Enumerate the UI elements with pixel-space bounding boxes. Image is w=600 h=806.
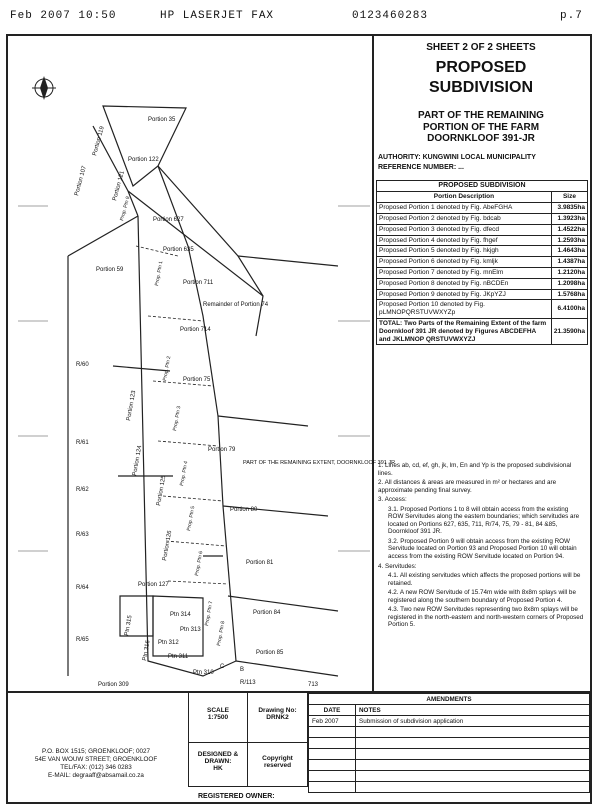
label-portion-126: Portion 126 xyxy=(162,530,174,562)
reference-number: REFERENCE NUMBER: ... xyxy=(378,164,464,171)
portion-description: Proposed Portion 6 denoted by Fig. kmljk xyxy=(377,257,552,268)
table-row xyxy=(377,300,588,319)
amend-date: Feb 2007 xyxy=(309,716,356,727)
label-prop-ptn-4: Prop. Ptn 4 xyxy=(179,460,190,487)
fax-number: 0123460283 xyxy=(352,10,429,22)
label-prop-ptn-5: Prop. Ptn 5 xyxy=(186,505,197,532)
label-portion-84: Portion 84 xyxy=(253,610,281,616)
label-portion-80: Portion 80 xyxy=(230,507,258,513)
amendments-table xyxy=(308,693,590,793)
note-item: 4.3. Two new ROW Servitudes representing two 8x8m splays will be registered in the north-eastern and north-western corners of Proposed Portion 5. xyxy=(388,606,584,629)
note-item: 3.1. Proposed Portions 1 to 8 will obtain access from the existing ROW Servitudes along the eastern boundaries; which servitudes are located on Portions 627, 635, 711, R/74, 75, 79 - 81, 84 &85, Doornkloof 391 JR. xyxy=(388,505,580,536)
label-ptn-313: Ptn 313 xyxy=(180,627,201,633)
scale-value: 1:7500 xyxy=(207,714,229,721)
notes-list xyxy=(378,462,584,631)
portion-size: 1.2098ha xyxy=(551,278,587,289)
drawing-sheet xyxy=(6,34,592,804)
table-row xyxy=(377,224,588,235)
subdivision-table xyxy=(376,180,588,345)
note-item: 4.1. All existing servitudes which affects the proposed portions will be retained. xyxy=(388,572,581,587)
label-portion-79: Portion 79 xyxy=(208,447,236,453)
fax-page: p.7 xyxy=(560,10,583,22)
designed-by: HK xyxy=(213,765,223,772)
part-of-line-2: PORTION OF THE FARM xyxy=(422,121,540,133)
portion-description: Proposed Portion 1 denoted by Fig. AbeFGHA xyxy=(377,203,552,214)
label-portion-627: Portion 627 xyxy=(153,217,184,223)
designed-cell xyxy=(188,743,248,787)
note-item: 4.2. A new ROW Servitude of 15.74m wide with 8x8m splays will be registered along the southern boundary of Proposed Portion 4. xyxy=(388,589,576,604)
fax-device: HP LASERJET FAX xyxy=(160,10,275,22)
label-r63: R/63 xyxy=(76,532,89,538)
scale-label: SCALE xyxy=(206,707,230,714)
label-713: 713 xyxy=(308,682,319,688)
portion-size: 6.4100ha xyxy=(551,300,587,319)
address-line: TEL/FAX: (012) 346 0283 xyxy=(60,763,132,771)
label-portion-119: Portion 119 xyxy=(92,125,106,157)
portion-description: Proposed Portion 10 denoted by Fig. pLMNOPQRSTUVWXYZp xyxy=(377,300,552,319)
title-subdivision: SUBDIVISION xyxy=(428,79,533,96)
portion-description: Proposed Portion 5 denoted by Fig. hkjgh xyxy=(377,246,552,257)
table-row xyxy=(377,213,588,224)
sheet-count: SHEET 2 OF 2 SHEETS xyxy=(426,42,536,53)
label-point-c: C xyxy=(220,664,225,670)
portion-size: 1.2593ha xyxy=(551,235,587,246)
header-size: Size xyxy=(551,192,587,203)
label-portion-85: Portion 85 xyxy=(256,650,284,656)
authority: AUTHORITY: KUNGWINI LOCAL MUNICIPALITY xyxy=(378,154,536,161)
label-remainder-74: Remainder of Portion 74 xyxy=(203,302,269,308)
boundaries xyxy=(68,106,338,676)
label-portion-75: Portion 75 xyxy=(183,377,211,383)
designed-label: DESIGNED & DRAWN: xyxy=(197,751,239,765)
address-line: P.O. BOX 1515; GROENKLOOF; 0027 xyxy=(41,748,151,755)
copyright-cell xyxy=(248,743,308,787)
part-of-line-1: PART OF THE REMAINING xyxy=(418,110,544,121)
header-description: Portion Description xyxy=(377,192,552,203)
label-portion-59: Portion 59 xyxy=(96,267,124,273)
amend-note: Submission of subdivision application xyxy=(356,716,590,727)
label-r65: R/65 xyxy=(76,637,89,643)
part-of-heading xyxy=(374,110,588,145)
label-portion-81: Portion 81 xyxy=(246,560,274,566)
label-r64: R/64 xyxy=(76,585,89,591)
label-portion-107: Portion 107 xyxy=(74,165,88,197)
label-prop-ptn-2: Prop. Ptn 2 xyxy=(162,355,173,382)
label-prop-ptn-8: Prop. Ptn 8 xyxy=(216,620,227,647)
fax-header xyxy=(0,0,600,24)
label-r61: R/61 xyxy=(76,440,89,446)
label-portion-309: Portion 309 xyxy=(98,682,129,688)
table-caption: PROPOSED SUBDIVISION xyxy=(377,181,588,192)
label-prop-ptn-6: Prop. Ptn 6 xyxy=(194,550,205,577)
label-ptn-315: Ptn 315 xyxy=(124,614,134,637)
portion-size: 3.9835ha xyxy=(551,203,587,214)
portion-size: 1.5768ha xyxy=(551,289,587,300)
note-item: 1. Lines ab, cd, ef, gh, jk, lm, En and Yp is the proposed subdivisional lines. xyxy=(378,462,572,477)
portion-description: Proposed Portion 3 denoted by Fig. dfecd xyxy=(377,224,552,235)
label-portion-711: Portion 711 xyxy=(183,280,214,286)
north-arrow-icon xyxy=(32,76,56,100)
fax-date-time: Feb 2007 10:50 xyxy=(10,10,117,22)
total-size: 21.3590ha xyxy=(551,318,587,344)
label-ptn-310: Ptn 310 xyxy=(193,670,214,676)
table-row xyxy=(377,257,588,268)
copyright: Copyright reserved xyxy=(262,755,293,769)
label-ptn-314: Ptn 314 xyxy=(170,612,191,618)
total-description: TOTAL: Two Parts of the Remaining Extent of the farm Doornkloof 391 JR denoted by Figures ABCDEFHA and JKLMNOP QRSTUVWXYZJ xyxy=(377,318,552,344)
label-portion-714: Portion 714 xyxy=(180,327,211,333)
portion-description: Proposed Portion 9 denoted by Fig. JKpYZJ xyxy=(377,289,552,300)
portion-description: Proposed Portion 4 denoted by Fig. fhgef xyxy=(377,235,552,246)
table-row xyxy=(377,203,588,214)
label-portion-122: Portion 122 xyxy=(128,157,159,163)
label-portion-127: Portion 127 xyxy=(138,582,169,588)
address-line: 54E VAN WOUW STREET; GROENKLOOF xyxy=(34,755,158,763)
company-address xyxy=(16,748,176,779)
note-item: 2. All distances & areas are measured in m² or hectares and are approximate pending final survey. xyxy=(378,479,557,494)
label-ptn-316: Ptn 316 xyxy=(142,639,152,662)
title-proposed: PROPOSED xyxy=(435,59,527,76)
label-ptn-311: Ptn 311 xyxy=(168,654,189,660)
amend-header-date: DATE xyxy=(309,705,356,716)
label-r60: R/60 xyxy=(76,362,89,368)
portion-size: 1.4522ha xyxy=(551,224,587,235)
legend-panel xyxy=(374,36,590,691)
label-r113: R/113 xyxy=(240,680,256,686)
note-item: 3. Access: xyxy=(378,496,407,504)
portion-description: Proposed Portion 2 denoted by Fig. bdcab xyxy=(377,213,552,224)
portion-size: 1.4643ha xyxy=(551,246,587,257)
address-line: E-MAIL: degraaff@absamail.co.za xyxy=(48,771,144,779)
table-row xyxy=(377,235,588,246)
label-r62: R/62 xyxy=(76,487,89,493)
label-portion-121: Portion 121 xyxy=(112,170,126,202)
note-item: 4. Servitudes: xyxy=(378,562,417,570)
label-prop-ptn-3: Prop. Ptn 3 xyxy=(172,405,183,432)
amend-header-notes: NOTES xyxy=(356,705,590,716)
title-block xyxy=(8,691,590,802)
table-row xyxy=(377,289,588,300)
registered-owner: REGISTERED OWNER: xyxy=(198,793,275,800)
label-point-b: B xyxy=(240,667,245,673)
table-row xyxy=(377,278,588,289)
table-row xyxy=(377,267,588,278)
label-portion-125: Portion 125 xyxy=(156,475,168,507)
label-prop-ptn-9: Prop. Ptn 9 xyxy=(119,195,132,222)
proposed-lines xyxy=(136,246,228,584)
label-portion-35: Portion 35 xyxy=(148,117,176,123)
amendments-title: AMENDMENTS xyxy=(309,694,590,705)
table-row xyxy=(377,246,588,257)
drawing-no-cell xyxy=(248,693,308,743)
portion-description: Proposed Portion 7 denoted by Fig. mnElm xyxy=(377,267,552,278)
portion-description: Proposed Portion 8 denoted by Fig. nBCDEn xyxy=(377,278,552,289)
label-portion-123: Portion 123 xyxy=(126,390,138,422)
label-portion-635: Portion 635 xyxy=(163,247,194,253)
drawing-no-label: Drawing No: xyxy=(258,707,297,714)
scale-cell xyxy=(188,693,248,743)
part-of-line-3: DOORNKLOOF 391-JR xyxy=(427,133,535,144)
drawing-no: DRNK2 xyxy=(266,714,289,721)
label-prop-ptn-7: Prop. Ptn 7 xyxy=(204,600,215,627)
note-item: 3.2. Proposed Portion 9 will obtain access from the existing ROW Servitude located on Portion 93 and Proposed Portion 10 will obtain access from the existing ROW Servitude located on Portion 94. xyxy=(388,537,577,561)
label-prop-ptn-1: Prop. Ptn 1 xyxy=(154,260,165,287)
label-ptn-312: Ptn 312 xyxy=(158,640,179,646)
label-remaining-extent: PART OF THE REMAINING EXTENT, DOORNKLOOF 391 JR xyxy=(243,460,396,466)
portion-size: 1.2120ha xyxy=(551,267,587,278)
label-portion-124: Portion 124 xyxy=(132,445,144,477)
portion-size: 1.4387ha xyxy=(551,257,587,268)
portion-size: 1.3923ha xyxy=(551,213,587,224)
